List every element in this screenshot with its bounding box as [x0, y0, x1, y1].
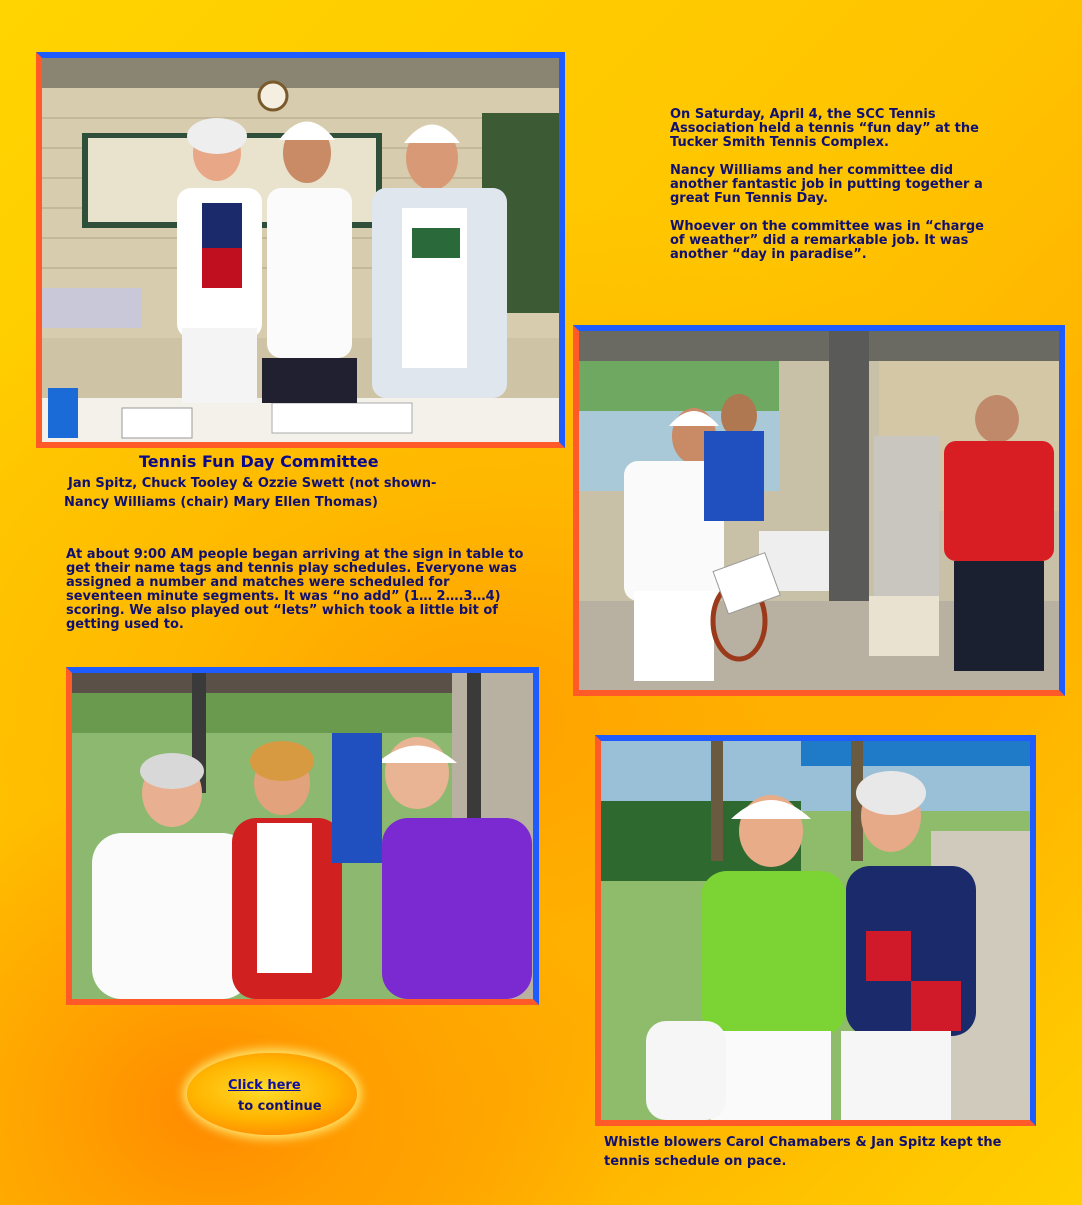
whistle-caption-line-2: tennis schedule on pace. [604, 1154, 787, 1169]
committee-caption-title: Tennis Fun Day Committee [139, 452, 379, 471]
intro-paragraph-3: Whoever on the committee was in “charge of weather” did a remarkable job. It was another “day in paradise”. [670, 219, 984, 262]
three-women-photo [66, 667, 539, 1005]
whistle-caption-line-1: Whistle blowers Carol Chamabers & Jan Spitz kept the [604, 1135, 1002, 1150]
intro-paragraph-2: Nancy Williams and her committee did another fantastic job in putting together a great Fun Tennis Day. [670, 163, 983, 206]
whistle-blowers-photo [595, 735, 1036, 1126]
intro-paragraph-1: On Saturday, April 4, the SCC Tennis Association held a tennis “fun day” at the Tucker Smith Tennis Complex. [670, 107, 979, 150]
signin-table-photo [573, 325, 1065, 696]
arrival-paragraph: At about 9:00 AM people began arriving at the sign in table to get their name tags and tennis play schedules. Everyone was assigned a number and matches were scheduled for seventeen minute segments. It was “no add” (1… 2….3…4) scoring. We also played out “lets” which took a little bit of getting used to. [66, 547, 524, 632]
continue-link[interactable]: Click here [228, 1078, 301, 1093]
continue-sublabel: to continue [238, 1099, 322, 1114]
committee-caption-line-1: Jan Spitz, Chuck Tooley & Ozzie Swett (not shown- [68, 476, 437, 491]
committee-caption-line-2: Nancy Williams (chair) Mary Ellen Thomas) [64, 495, 378, 510]
committee-photo [36, 52, 565, 448]
continue-button[interactable] [187, 1053, 357, 1135]
